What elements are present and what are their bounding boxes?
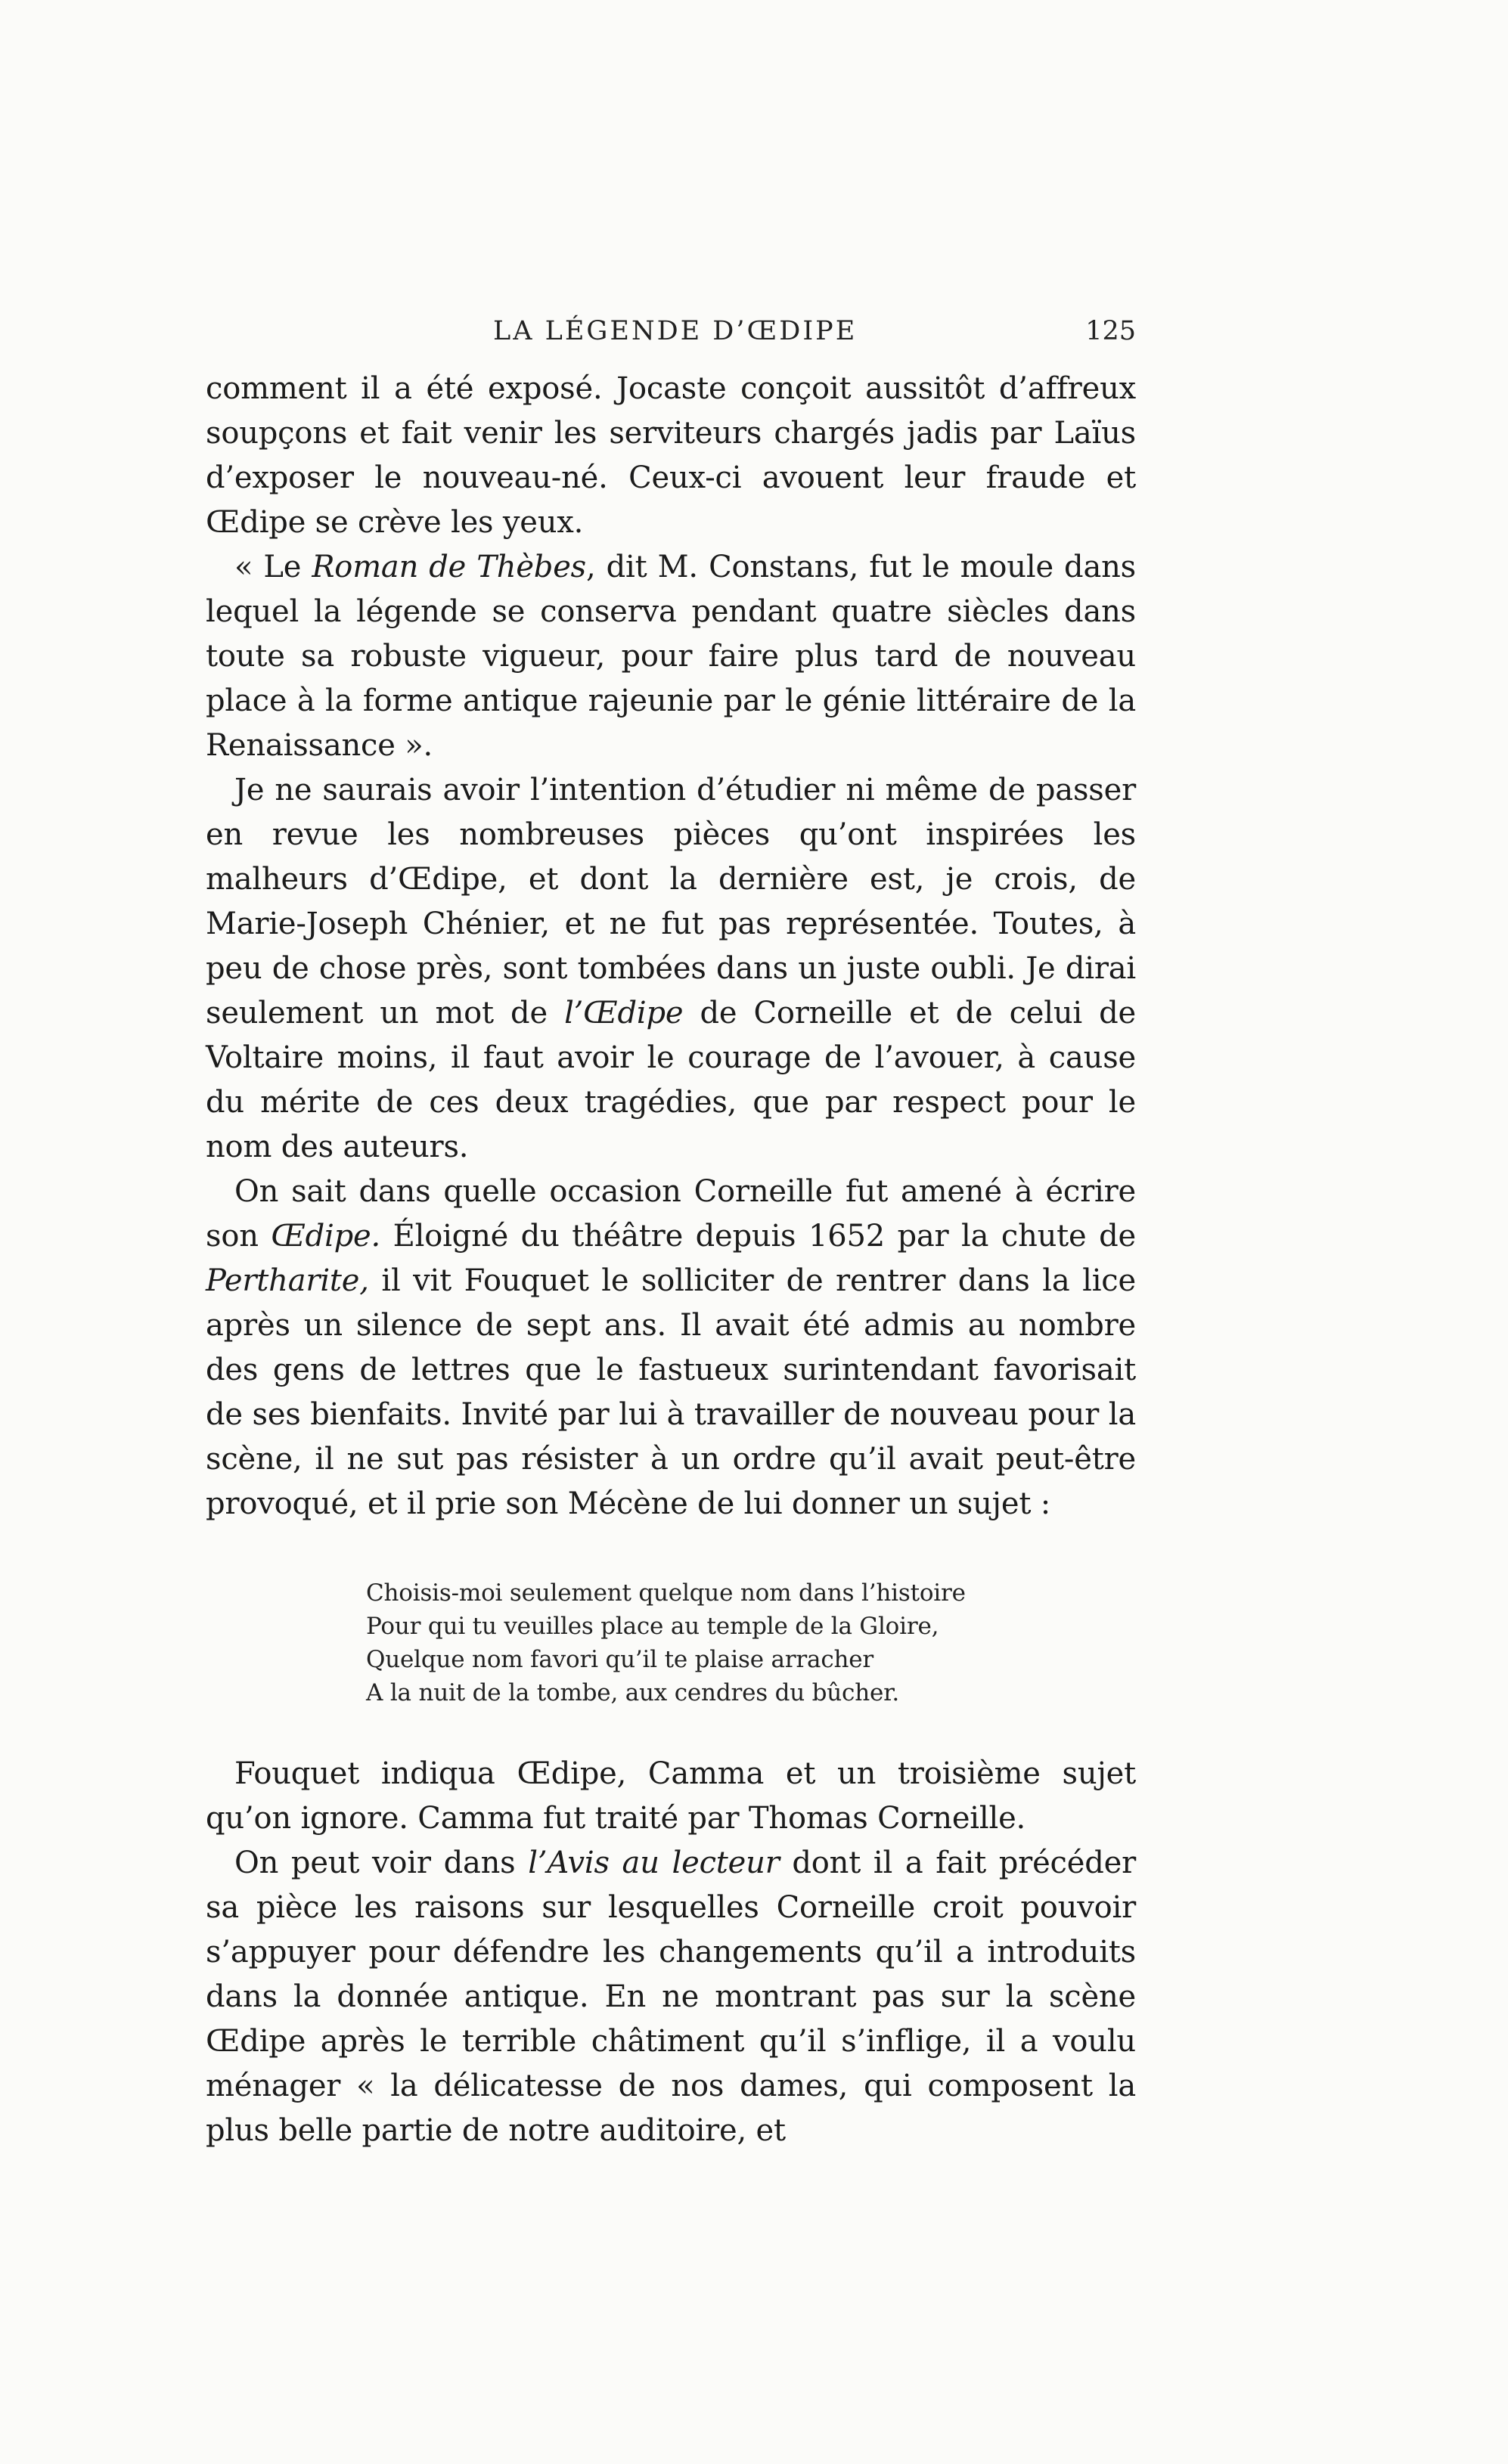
paragraph-6-text-start: On peut voir dans — [234, 1846, 529, 1880]
main-text — [206, 367, 1136, 2153]
verse-line-4: A la nuit de la tombe, aux cendres du bûcher. — [366, 1679, 899, 1706]
title-avis-au-lecteur: l’Avis au lecteur — [528, 1846, 780, 1880]
paragraph-1 — [206, 367, 1136, 545]
paragraph-4-text-middle: Éloigné du théâtre depuis 1652 par la chute de — [380, 1219, 1136, 1254]
paragraph-6 — [206, 1841, 1136, 2153]
play-title-pertharite: Pertharite, — [206, 1263, 369, 1298]
running-head — [206, 316, 1136, 355]
play-title-oedipe: l’Œdipe — [564, 996, 684, 1031]
paragraph-5-text: Fouquet indiqua Œdipe, Camma et un troisième sujet qu’on ignore. Camma fut traité par Thomas Corneille. — [206, 1756, 1136, 1836]
verse-quote — [366, 1576, 1136, 1709]
paragraph-3 — [206, 768, 1136, 1170]
play-title-oedipe-2: Œdipe. — [271, 1219, 381, 1254]
paragraph-4-text-end: il vit Fouquet le solliciter de rentrer dans la lice après un silence de sept ans. Il avait été admis au nombre des gens de lettres que le fastueux surintendant favorisait de ses bienfaits. Invité par lui à travailler de nouveau pour la scène, il ne sut pas résister à un ordre qu’il avait peut-être provoqué, et il prie son Mécène de lui donner un sujet : — [206, 1263, 1136, 1521]
verse-line-2: Pour qui tu veuilles place au temple de la Gloire, — [366, 1613, 939, 1640]
paragraph-1-text: comment il a été exposé. Jocaste conçoit aussitôt d’affreux soupçons et fait venir les serviteurs chargés jadis par Laïus d’exposer le nouveau-né. Ceux-ci avouent leur fraude et Œdipe se crève les yeux. — [206, 371, 1136, 540]
running-title: LA LÉGENDE D’ŒDIPE — [493, 316, 858, 346]
verse-line-1: Choisis-moi seulement quelque nom dans l’histoire — [366, 1579, 966, 1607]
paragraph-3-text-start: Je ne saurais avoir l’intention d’étudier ni même de passer en revue les nombreuses pièces qu’ont inspirées les malheurs d’Œdipe, et dont la dernière est, je crois, de Marie-Joseph Chénier, et ne fut pas représentée. Toutes, à peu de chose près, sont tombées dans un juste oubli. Je dirai seulement un mot de — [206, 773, 1136, 1031]
paragraph-2 — [206, 545, 1136, 768]
book-title-roman-de-thebes: Roman de Thèbes — [312, 550, 586, 584]
paragraph-2-text-end: , dit M. Constans, fut le moule dans lequel la légende se conserva pendant quatre siècles dans toute sa robuste vigueur, pour faire plus tard de nouveau place à la forme antique rajeunie par le génie littéraire de la Renaissance ». — [206, 550, 1136, 763]
paragraph-6-text-end: dont il a fait précéder sa pièce les raisons sur lesquelles Corneille croit pouvoir s’appuyer pour défendre les changements qu’il a introduits dans la donnée antique. En ne montrant pas sur la scène Œdipe après le terrible châtiment qu’il s’inflige, il a voulu ménager « la délicatesse de nos dames, qui composent la plus belle partie de notre auditoire, et — [206, 1846, 1137, 2148]
paragraph-4-text-start: On sait dans quelle occasion Corneille fut amené à écrire son — [206, 1174, 1136, 1254]
page-number: 125 — [1085, 316, 1136, 346]
verse-line-3: Quelque nom favori qu’il te plaise arracher — [366, 1646, 874, 1673]
paragraph-3-text-end: de Corneille et de celui de Voltaire moins, il faut avoir le courage de l’avouer, à cause du mérite de ces deux tragédies, que par respect pour le nom des auteurs. — [206, 996, 1136, 1164]
paragraph-4 — [206, 1170, 1136, 1526]
paragraph-2-text-start: « Le — [234, 550, 312, 584]
paragraph-5 — [206, 1752, 1136, 1841]
